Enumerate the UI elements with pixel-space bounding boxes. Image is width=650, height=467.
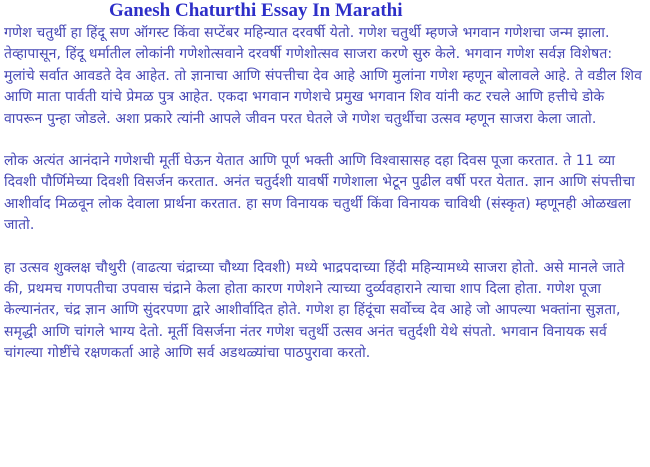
page-title: Ganesh Chaturthi Essay In Marathi [109,0,403,21]
paragraph-3: हा उत्सव शुक्लक्ष चौथुरी (वाढत्या चंद्राच्या चौथ्या दिवशी) मध्ये भाद्रपदाच्या हिंदी महिन्यामध्ये साजरा होतो. असे मानले जाते की, प्रथमच गणपतीचा उपवास चंद्राने केला होता कारण गणेशने त्याच्या दुर्व्यवहाराने त्याचा शाप दिला होता. गणेश पूजा केल्यानंतर, चंद्र ज्ञान आणि सुंदरपणा द्वारे आशीर्वादित होते. गणेश हा हिंदूंचा सर्वोच्च देव आहे जो आपल्या भक्तांना सुज्ञता, समृद्धी आणि चांगले भाग्य देतो. मूर्ती विसर्जना नंतर गणेश चतुर्थी उत्सव अनंत चतुर्दशी येथे संपतो. भगवान विनायक सर्व चांगल्या गोष्टींचे रक्षणकर्ता आहे आणि सर्व अडथळ्यांचा पाठपुरावा करतो. [4,259,625,362]
paragraph-spacer [4,237,646,258]
paragraph-2: लोक अत्यंत आनंदाने गणेशची मूर्ती घेऊन येतात आणि पूर्ण भक्ती आणि विश्वासासह दहा दिवस पूजा करतात. ते 11 व्या दिवशी पौर्णिमेच्या दिवशी विसर्जन करतात. अनंत चतुर्दशी यावर्षी गणेशाला भेटून पुढील वर्षी परत येतात. ज्ञान आणि संपत्तीचा आशीर्वाद मिळवून लोक देवाला प्रार्थना करतात. हा सण विनायक चतुर्थी किंवा विनायक चाविथी (संस्कृत) म्हणूनही ओळखला जातो. [4,153,636,234]
paragraph-1: गणेश चतुर्थी हा हिंदू सण ऑगस्ट किंवा सप्टेंबर महिन्यात दरवर्षी येतो. गणेश चतुर्थी म्हणजे भगवान गणेशचा जन्म झाला. तेव्हापासून, हिंदू धर्मातील लोकांनी गणेशोत्सवाने दरवर्षी गणेशोत्सव साजरा करणे सुरु केले. भगवान गणेश सर्वज्ञ विशेषत: मुलांचे सर्वात आवडते देव आहेत. तो ज्ञानाचा आणि संपत्तीचा देव आहे आणि मुलांना गणेश म्हणून बोलावले आहे. ते वडील शिव आणि माता पार्वती यांचे प्रेमळ पुत्र आहेत. एकदा भगवान गणेशचे प्रमुख भगवान शिव यांनी कट रचले आणि हत्तीचे डोके वापरून पुन्हा जोडले. अशा प्रकारे त्यांनी आपले जीवन परत घेतले जे गणेश चतुर्थीचा उत्सव म्हणून साजरा केला जातो. [4,25,643,127]
paragraph-spacer [4,130,646,151]
